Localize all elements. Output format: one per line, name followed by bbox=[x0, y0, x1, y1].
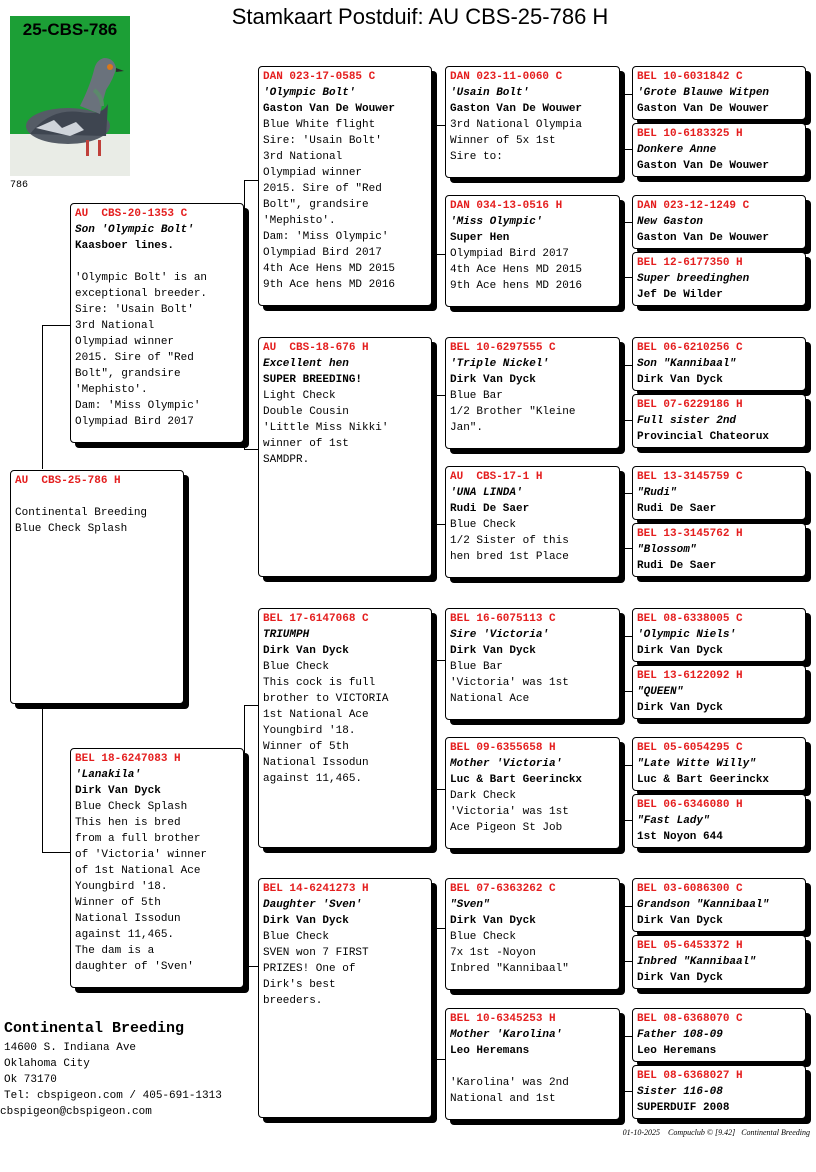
breeder-name: Leo Heremans bbox=[450, 1045, 530, 1057]
info-line: 7x 1st -Noyon bbox=[450, 947, 536, 959]
breeder-name: Gaston Van De Wouwer bbox=[450, 103, 583, 115]
info-line: 2015. Sire of "Red bbox=[75, 352, 194, 364]
breeder-name: Rudi De Saer bbox=[637, 560, 717, 572]
ring-number: BEL 07-6363262 C bbox=[450, 883, 556, 895]
info-line: 3rd National Olympia bbox=[450, 119, 583, 131]
info-line: Olympiad Bird 2017 bbox=[450, 248, 569, 260]
ring-number: BEL 13-3145759 C bbox=[637, 471, 743, 483]
ring-number: BEL 16-6075113 C bbox=[450, 613, 556, 625]
breeder-name: Gaston Van De Wouwer bbox=[637, 160, 770, 172]
pedigree-card-g2[interactable] bbox=[632, 123, 806, 177]
photo-label: 25-CBS-786 bbox=[22, 20, 118, 39]
ring-number: BEL 17-6147068 C bbox=[263, 613, 369, 625]
ring-number: BEL 05-6453372 H bbox=[637, 940, 743, 952]
ring-number: BEL 08-6368070 C bbox=[637, 1013, 743, 1025]
pigeon-name: Son 'Olympic Bolt' bbox=[75, 224, 194, 236]
pedigree-card-dss[interactable] bbox=[445, 608, 620, 720]
ring-number: AU CBS-20-1353 C bbox=[75, 208, 188, 220]
pedigree-card-sss[interactable] bbox=[445, 66, 620, 178]
info-line: exceptional breeder. bbox=[75, 288, 208, 300]
info-line: Sire to: bbox=[450, 151, 503, 163]
photo-caption: 786 bbox=[10, 180, 29, 191]
info-line: 'Olympic Bolt' is an bbox=[75, 272, 208, 284]
info-line: Ace Pigeon St Job bbox=[450, 822, 563, 834]
info-line: Olympiad winner bbox=[263, 167, 363, 179]
pedigree-card-g13[interactable] bbox=[632, 878, 806, 932]
pigeon-name: 'Miss Olympic' bbox=[450, 216, 543, 228]
footer-software: Compuclub © [9.42] bbox=[667, 1128, 736, 1137]
ring-number: BEL 09-6355658 H bbox=[450, 742, 556, 754]
footer-date: 01-10-2025 bbox=[622, 1128, 660, 1137]
breeder-name: Dirk Van Dyck bbox=[450, 645, 536, 657]
pigeon-name: Sister 116-08 bbox=[637, 1086, 723, 1098]
pigeon-name: "Rudi" bbox=[637, 487, 677, 499]
pedigree-card-g3[interactable] bbox=[632, 195, 806, 249]
pedigree-card-dam[interactable] bbox=[70, 748, 244, 988]
ring-number: BEL 10-6297555 C bbox=[450, 342, 556, 354]
pedigree-card-g9[interactable] bbox=[632, 608, 806, 662]
connector bbox=[620, 1036, 632, 1092]
info-line: 'Little Miss Nikki' bbox=[263, 422, 389, 434]
info-line: Blue White flight bbox=[263, 119, 376, 131]
connector bbox=[432, 395, 446, 525]
info-line: National Ace bbox=[450, 693, 530, 705]
pedigree-card-sire-sire[interactable] bbox=[258, 66, 432, 306]
breeder-name: Provincial Chateorux bbox=[637, 431, 770, 443]
pigeon-photo bbox=[10, 16, 130, 176]
pigeon-name: Father 108-09 bbox=[637, 1029, 723, 1041]
info-line: Light Check bbox=[263, 390, 336, 402]
ring-number: DAN 023-17-0585 C bbox=[263, 71, 376, 83]
pigeon-name: 'Olympic Niels' bbox=[637, 629, 737, 641]
ring-number: BEL 06-6346080 H bbox=[637, 799, 743, 811]
info-line: Dam: 'Miss Olympic' bbox=[75, 400, 201, 412]
breeder-name: SUPER BREEDING! bbox=[263, 374, 363, 386]
pigeon-name: Mother 'Victoria' bbox=[450, 758, 563, 770]
ring-number: BEL 06-6210256 C bbox=[637, 342, 743, 354]
info-line: Blue Check bbox=[263, 931, 330, 943]
info-line: Winner of 5th bbox=[263, 741, 349, 753]
info-line: Bolt", grandsire bbox=[263, 199, 369, 211]
pigeon-name: Son "Kannibaal" bbox=[637, 358, 737, 370]
info-line: breeders. bbox=[263, 995, 323, 1007]
ring-number: BEL 10-6183325 H bbox=[637, 128, 743, 140]
info-line: This cock is full bbox=[263, 677, 376, 689]
pedigree-card-g8[interactable] bbox=[632, 523, 806, 577]
breeder-name: Dirk Van Dyck bbox=[450, 915, 536, 927]
owner-tel: Tel: cbspigeon.com / 405-691-1313 bbox=[4, 1090, 222, 1102]
pigeon-name: 'Grote Blauwe Witpen bbox=[637, 87, 770, 99]
info-line: Dark Check bbox=[450, 790, 517, 802]
pedigree-card-dam-sire[interactable] bbox=[258, 608, 432, 848]
info-line: Dam: 'Miss Olympic' bbox=[263, 231, 389, 243]
info-line: 'Victoria' was 1st bbox=[450, 677, 569, 689]
breeder-name: Dirk Van Dyck bbox=[75, 785, 161, 797]
owner-city: Oklahoma City bbox=[4, 1058, 90, 1070]
connector bbox=[42, 705, 72, 853]
pedigree-card-g14[interactable] bbox=[632, 935, 806, 989]
info-line: daughter of 'Sven' bbox=[75, 961, 194, 973]
info-line: National and 1st bbox=[450, 1093, 556, 1105]
breeder-name: Dirk Van Dyck bbox=[263, 915, 349, 927]
info-line: Sire: 'Usain Bolt' bbox=[75, 304, 194, 316]
owner-address: 14600 S. Indiana Ave bbox=[4, 1042, 137, 1054]
ring-number: BEL 13-3145762 H bbox=[637, 528, 743, 540]
info-line: Blue Bar bbox=[450, 661, 503, 673]
pedigree-card-sire[interactable] bbox=[70, 203, 244, 443]
pedigree-card-ssd[interactable] bbox=[445, 195, 620, 307]
breeder-name: Leo Heremans bbox=[637, 1045, 717, 1057]
info-line: Sire: 'Usain Bolt' bbox=[263, 135, 382, 147]
info-line: 9th Ace hens MD 2016 bbox=[263, 279, 396, 291]
info-line: 4th Ace Hens MD 2015 bbox=[450, 264, 583, 276]
pigeon-name: TRIUMPH bbox=[263, 629, 310, 641]
info-line: 4th Ace Hens MD 2015 bbox=[263, 263, 396, 275]
ring-number: DAN 034-13-0516 H bbox=[450, 200, 563, 212]
breeder-name: Gaston Van De Wouwer bbox=[637, 232, 770, 244]
info-line: from a full brother bbox=[75, 833, 201, 845]
pigeon-name: 'Olympic Bolt' bbox=[263, 87, 356, 99]
pedigree-card-dam-dam[interactable] bbox=[258, 878, 432, 1118]
pigeon-name: "Sven" bbox=[450, 899, 490, 911]
ring-number: DAN 023-12-1249 C bbox=[637, 200, 750, 212]
pigeon-name: Sire 'Victoria' bbox=[450, 629, 550, 641]
pedigree-card-sire-dam[interactable] bbox=[258, 337, 432, 577]
info-line: 2015. Sire of "Red bbox=[263, 183, 382, 195]
info-line: of 1st National Ace bbox=[75, 865, 201, 877]
owner-block bbox=[0, 1018, 222, 1120]
pigeon-name: Daughter 'Sven' bbox=[263, 899, 363, 911]
info-line: National Issodun bbox=[263, 757, 369, 769]
connector bbox=[620, 94, 632, 150]
pigeon-name: "Blossom" bbox=[637, 544, 697, 556]
blank-line bbox=[15, 489, 179, 505]
ring-number: BEL 03-6086300 C bbox=[637, 883, 743, 895]
breeder-name: SUPERDUIF 2008 bbox=[637, 1102, 730, 1114]
pigeon-name: Super breedinghen bbox=[637, 273, 750, 285]
footer bbox=[623, 1128, 810, 1137]
info-line: Blue Bar bbox=[450, 390, 503, 402]
info-line: Dirk's best bbox=[263, 979, 336, 991]
pigeon-name: "Late Witte Willy" bbox=[637, 758, 756, 770]
info-line: against 11,465. bbox=[75, 929, 175, 941]
connector bbox=[244, 705, 258, 967]
breeder-name: Luc & Bart Geerinckx bbox=[637, 774, 770, 786]
info-line: Winner of 5x 1st bbox=[450, 135, 556, 147]
info-line: 3rd National bbox=[75, 320, 155, 332]
ring-number: BEL 10-6345253 H bbox=[450, 1013, 556, 1025]
breeder-name: Luc & Bart Geerinckx bbox=[450, 774, 583, 786]
info-line: Olympiad winner bbox=[75, 336, 175, 348]
pigeon-name: New Gaston bbox=[637, 216, 704, 228]
ring-number: BEL 13-6122092 H bbox=[637, 670, 743, 682]
info-line: Bolt", grandsire bbox=[75, 368, 181, 380]
info-line: of 'Victoria' winner bbox=[75, 849, 208, 861]
breeder-name: Dirk Van Dyck bbox=[263, 645, 349, 657]
info-line: SAMDPR. bbox=[263, 454, 310, 466]
info-line: SVEN won 7 FIRST bbox=[263, 947, 369, 959]
owner-email: cbspigeon@cbspigeon.com bbox=[0, 1106, 152, 1118]
pedigree-card-g7[interactable] bbox=[632, 466, 806, 520]
info-line: 'Mephisto'. bbox=[263, 215, 336, 227]
pigeon-name: "QUEEN" bbox=[637, 686, 684, 698]
pedigree-card-ddd[interactable] bbox=[445, 1008, 620, 1120]
breeder-name: Dirk Van Dyck bbox=[637, 374, 723, 386]
breeder-name: Super Hen bbox=[450, 232, 510, 244]
pigeon-name: 'UNA LINDA' bbox=[450, 487, 523, 499]
pigeon-name: 'Lanakila' bbox=[75, 769, 142, 781]
ring-number: BEL 10-6031842 C bbox=[637, 71, 743, 83]
info-line: 'Mephisto'. bbox=[75, 384, 148, 396]
info-line: Blue Check bbox=[450, 519, 517, 531]
ring-number: BEL 14-6241273 H bbox=[263, 883, 369, 895]
info-line: 9th Ace hens MD 2016 bbox=[450, 280, 583, 292]
ring-number: BEL 08-6368027 H bbox=[637, 1070, 743, 1082]
ring-number: BEL 12-6177350 H bbox=[637, 257, 743, 269]
pigeon-name: Excellent hen bbox=[263, 358, 349, 370]
info-line: 'Victoria' was 1st bbox=[450, 806, 569, 818]
owner-name: Continental Breeding bbox=[4, 1020, 185, 1037]
pedigree-card-dds[interactable] bbox=[445, 878, 620, 990]
pigeon-name: 'Usain Bolt' bbox=[450, 87, 530, 99]
breeder-name: Rudi De Saer bbox=[450, 503, 530, 515]
breeder-name: Rudi De Saer bbox=[637, 503, 717, 515]
pedigree-card-g5[interactable] bbox=[632, 337, 806, 391]
owner-state-zip: Ok 73170 bbox=[4, 1074, 57, 1086]
info-line: Continental Breeding bbox=[15, 507, 148, 519]
info-line: The dam is a bbox=[75, 945, 155, 957]
pigeon-name: "Fast Lady" bbox=[637, 815, 710, 827]
pedigree-card-dsd[interactable] bbox=[445, 737, 620, 849]
blank-line bbox=[75, 254, 239, 270]
pedigree-card-g12[interactable] bbox=[632, 794, 806, 848]
info-line: 1st National Ace bbox=[263, 709, 369, 721]
info-line: hen bred 1st Place bbox=[450, 551, 569, 563]
connector bbox=[620, 222, 632, 278]
connector bbox=[432, 125, 446, 255]
pedigree-card-subject[interactable] bbox=[10, 470, 184, 704]
info-line: winner of 1st bbox=[263, 438, 349, 450]
info-line: 1/2 Sister of this bbox=[450, 535, 569, 547]
breeder-name: Gaston Van De Wouwer bbox=[263, 103, 396, 115]
info-line: 1/2 Brother "Kleine bbox=[450, 406, 576, 418]
info-line: Jan". bbox=[450, 422, 484, 434]
info-line: National Issodun bbox=[75, 913, 181, 925]
pigeon-name: 'Triple Nickel' bbox=[450, 358, 550, 370]
pedigree-card-sdd[interactable] bbox=[445, 466, 620, 578]
breeder-name: Dirk Van Dyck bbox=[637, 645, 723, 657]
pigeon-name: Inbred "Kannibaal" bbox=[637, 956, 756, 968]
info-line: This hen is bred bbox=[75, 817, 181, 829]
info-line: Inbred "Kannibaal" bbox=[450, 963, 569, 975]
info-line: Blue Check bbox=[263, 661, 330, 673]
pigeon-image-icon bbox=[10, 16, 130, 176]
connector bbox=[620, 493, 632, 549]
ring-number: BEL 18-6247083 H bbox=[75, 753, 181, 765]
connector bbox=[42, 325, 72, 469]
breeder-name: Dirk Van Dyck bbox=[637, 972, 723, 984]
breeder-name: Dirk Van Dyck bbox=[450, 374, 536, 386]
ring-number: DAN 023-11-0060 C bbox=[450, 71, 563, 83]
info-line: Youngbird '18. bbox=[263, 725, 356, 737]
info-line: Winner of 5th bbox=[75, 897, 161, 909]
pigeon-name: Full sister 2nd bbox=[637, 415, 737, 427]
pedigree-card-g15[interactable] bbox=[632, 1008, 806, 1062]
breeder-name: Dirk Van Dyck bbox=[637, 915, 723, 927]
ring-number: BEL 07-6229186 H bbox=[637, 399, 743, 411]
ring-number: BEL 05-6054295 C bbox=[637, 742, 743, 754]
breeder-name: Jef De Wilder bbox=[637, 289, 723, 301]
pedigree-card-g11[interactable] bbox=[632, 737, 806, 791]
breeder-name: Kaasboer lines. bbox=[75, 240, 175, 252]
info-line: PRIZES! One of bbox=[263, 963, 356, 975]
pedigree-card-g4[interactable] bbox=[632, 252, 806, 306]
ring-number: AU CBS-17-1 H bbox=[450, 471, 543, 483]
connector bbox=[432, 928, 446, 1060]
info-line: 'Karolina' was 2nd bbox=[450, 1077, 569, 1089]
connector bbox=[620, 906, 632, 962]
breeder-name: 1st Noyon 644 bbox=[637, 831, 723, 843]
pedigree-card-g16[interactable] bbox=[632, 1065, 806, 1119]
info-line: Olympiad Bird 2017 bbox=[263, 247, 382, 259]
info-line: Blue Check Splash bbox=[15, 523, 128, 535]
connector bbox=[620, 765, 632, 821]
blank-line bbox=[450, 1059, 615, 1075]
info-line: Blue Check bbox=[450, 931, 517, 943]
info-line: brother to VICTORIA bbox=[263, 693, 389, 705]
footer-owner: Continental Breeding bbox=[741, 1128, 810, 1137]
info-line: 3rd National bbox=[263, 151, 343, 163]
page-title: Stamkaart Postduif: AU CBS-25-786 H bbox=[231, 4, 609, 29]
pigeon-name: Mother 'Karolina' bbox=[450, 1029, 563, 1041]
connector bbox=[620, 636, 632, 692]
connector bbox=[432, 660, 446, 790]
info-line: Olympiad Bird 2017 bbox=[75, 416, 194, 428]
info-line: against 11,465. bbox=[263, 773, 363, 785]
info-line: Blue Check Splash bbox=[75, 801, 188, 813]
pedigree-card-g10[interactable] bbox=[632, 665, 806, 719]
connector bbox=[620, 365, 632, 421]
ring-number: AU CBS-18-676 H bbox=[263, 342, 369, 354]
breeder-name: Gaston Van De Wouwer bbox=[637, 103, 770, 115]
connector bbox=[244, 180, 258, 450]
pigeon-name: Donkere Anne bbox=[637, 144, 717, 156]
info-line: Youngbird '18. bbox=[75, 881, 168, 893]
pigeon-name: Grandson "Kannibaal" bbox=[637, 899, 770, 911]
ring-number: BEL 08-6338005 C bbox=[637, 613, 743, 625]
breeder-name: Dirk Van Dyck bbox=[637, 702, 723, 714]
ring-number: AU CBS-25-786 H bbox=[15, 475, 121, 487]
info-line: Double Cousin bbox=[263, 406, 349, 418]
pedigree-card-g6[interactable] bbox=[632, 394, 806, 448]
pedigree-card-g1[interactable] bbox=[632, 66, 806, 120]
pedigree-card-sds[interactable] bbox=[445, 337, 620, 449]
